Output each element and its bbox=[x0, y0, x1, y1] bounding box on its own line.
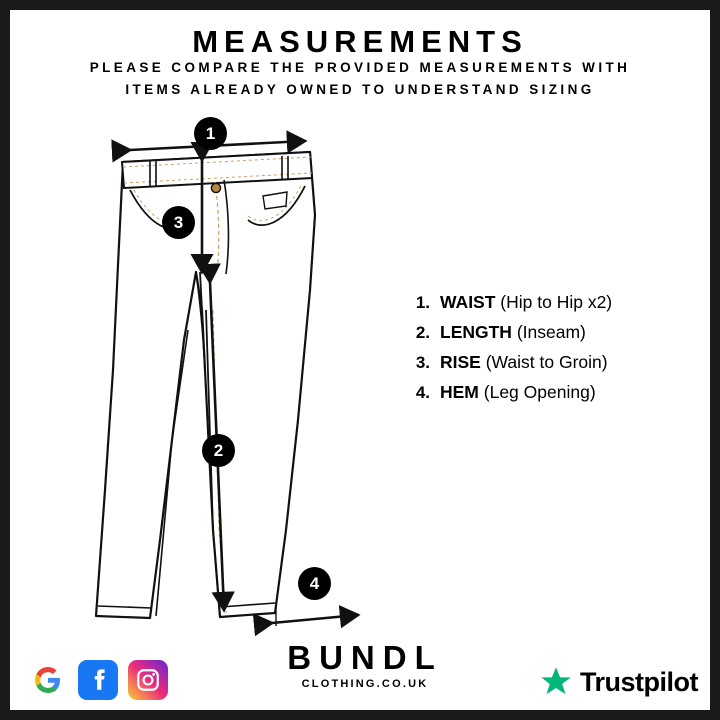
trustpilot-label: Trustpilot bbox=[580, 666, 698, 697]
legend-item-hem bbox=[402, 382, 692, 403]
callout-badge-4: 4 bbox=[298, 567, 331, 600]
facebook-f-glyph bbox=[85, 667, 111, 693]
legend-detail-4: (Leg Opening) bbox=[483, 382, 596, 402]
callout-badge-3: 3 bbox=[162, 206, 195, 239]
legend-name-1: WAIST bbox=[440, 292, 496, 312]
callout-badge-1: 1 bbox=[194, 117, 227, 150]
legend-item-waist bbox=[402, 292, 692, 313]
facebook-icon[interactable] bbox=[78, 660, 118, 700]
subtitle-line-2: ITEMS ALREADY OWNED TO UNDERSTAND SIZING bbox=[125, 82, 595, 97]
brand-domain: CLOTHING.CO.UK bbox=[301, 678, 429, 690]
legend-detail-1: (Hip to Hip x2) bbox=[500, 292, 613, 312]
legend-label-3 bbox=[440, 352, 608, 373]
google-icon[interactable] bbox=[28, 660, 68, 700]
poster-canvas bbox=[10, 10, 710, 710]
legend-detail-2: (Inseam) bbox=[516, 322, 586, 342]
legend-detail-3: (Waist to Groin) bbox=[485, 352, 608, 372]
instagram-camera-glyph bbox=[135, 667, 161, 693]
measurement-legend bbox=[402, 292, 692, 412]
legend-number-2: 2. bbox=[415, 323, 430, 342]
legend-name-4: HEM bbox=[440, 382, 479, 402]
trustpilot-badge[interactable] bbox=[539, 665, 698, 699]
legend-label-4 bbox=[440, 382, 596, 403]
google-g-glyph bbox=[35, 667, 61, 693]
callout-badge-2: 2 bbox=[202, 434, 235, 467]
brand-logo bbox=[260, 640, 470, 690]
page-title: MEASUREMENTS bbox=[192, 24, 528, 59]
legend-label-1 bbox=[440, 292, 612, 313]
legend-name-2: LENGTH bbox=[440, 322, 512, 342]
instagram-icon[interactable] bbox=[128, 660, 168, 700]
legend-name-3: RISE bbox=[440, 352, 481, 372]
legend-item-length bbox=[402, 322, 692, 343]
legend-number-1: 1. bbox=[415, 293, 430, 312]
social-links bbox=[28, 660, 168, 700]
legend-item-rise bbox=[402, 352, 692, 373]
legend-number-3: 3. bbox=[415, 353, 430, 372]
subtitle-line-1: PLEASE COMPARE THE PROVIDED MEASUREMENTS WITH bbox=[89, 60, 631, 75]
brand-name: BUNDL bbox=[287, 639, 443, 676]
legend-label-2 bbox=[440, 322, 586, 343]
hem-dimension-arrow bbox=[272, 615, 358, 623]
trustpilot-star-icon bbox=[539, 665, 573, 699]
legend-number-4: 4. bbox=[415, 383, 430, 402]
